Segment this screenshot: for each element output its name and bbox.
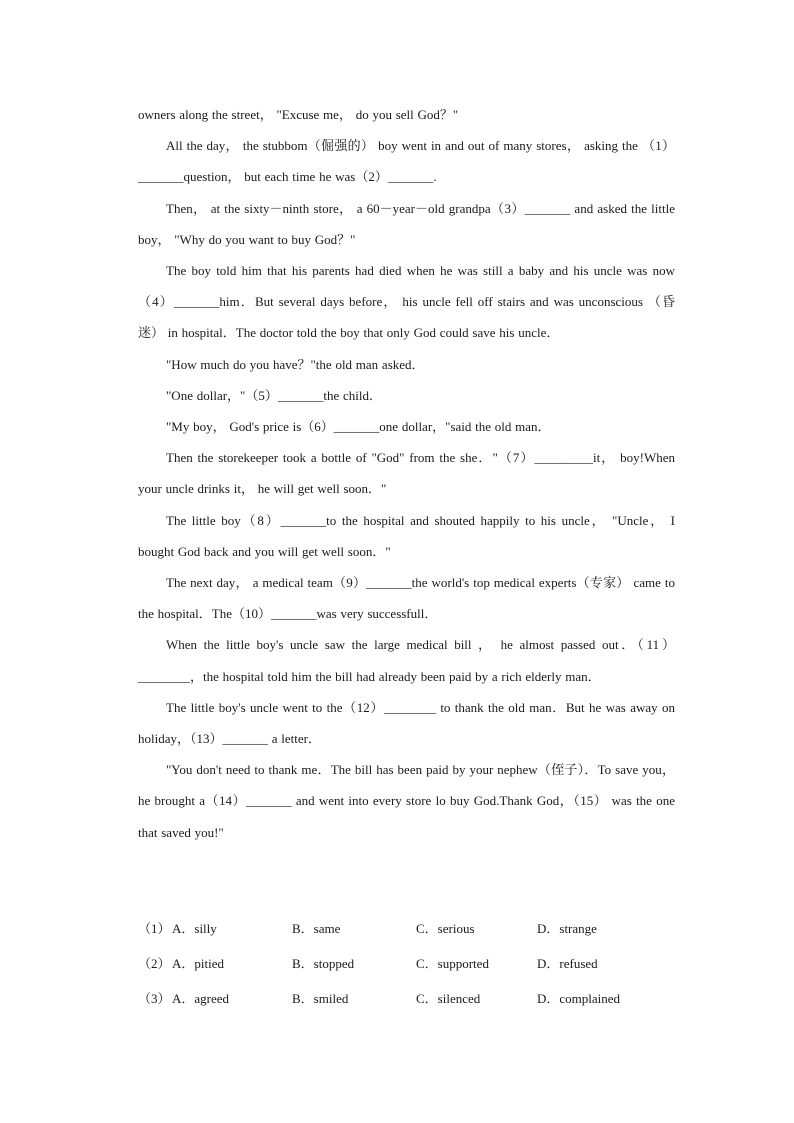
passage-paragraph: owners along the street， "Excuse me， do you sell God？" xyxy=(138,107,459,122)
option-b[interactable]: B．stopped xyxy=(292,956,355,971)
passage-paragraph: The boy told him that his parents had died when he was still a baby and his uncle was now （4）_______him．But several days before， his uncle fell off stairs and was unconscious （昏迷） in hospital．The doctor told the boy that only God could save his uncle． xyxy=(138,263,675,341)
option-a[interactable]: A．pitied xyxy=(172,956,224,971)
passage-paragraph: The next day， a medical team（9）_______the world's top medical experts（专家） came to the hospital．The（10）_______was very successfull． xyxy=(138,575,675,622)
option-c[interactable]: C．serious xyxy=(416,921,475,936)
option-row xyxy=(138,945,675,980)
option-row xyxy=(138,910,675,945)
passage-paragraph: "How much do you have？"the old man asked． xyxy=(166,356,425,372)
option-d[interactable]: D．complained xyxy=(537,991,621,1006)
passage-paragraph: "My boy， God's price is（6）_______one dollar，"said the old man． xyxy=(166,419,551,435)
passage-paragraph: When the little boy's uncle saw the large medical bill ， he almost passed out．（11）________，the hospital told him the bill had already been paid by a rich elderly man． xyxy=(138,637,675,684)
passage-paragraph: The little boy's uncle went to the（12）________ to thank the old man．But he was away on holiday，（13）_______ a letter． xyxy=(138,699,675,747)
passage-paragraph: All the day， the stubbom（倔强的） boy went in and out of many stores， asking the （1）_______question， but each time he was（2）_______. xyxy=(138,138,675,185)
option-row xyxy=(138,980,675,1015)
passage-paragraph: "One dollar，"（5）_______the child． xyxy=(166,387,382,403)
passage-paragraph: "You don't need to thank me．The bill has been paid by your nephew（侄子）．To save you， he brought a（14）_______ and went into every store lo buy God.Thank God，（15） was the one that saved you!" xyxy=(138,762,675,840)
passage-paragraph: Then the storekeeper took a bottle of "God" from the she．"（7）_________it， boy!When your uncle drinks it， he will get well soon．" xyxy=(138,450,675,497)
passage-paragraph: The little boy（8）_______to the hospital and shouted happily to his uncle， "Uncle， I bought God back and you will get well soon．" xyxy=(138,512,675,559)
option-c[interactable]: C．silenced xyxy=(416,991,481,1006)
option-a[interactable]: A．silly xyxy=(172,921,217,936)
question-number: （1） xyxy=(138,921,171,936)
option-a[interactable]: A．agreed xyxy=(172,991,230,1006)
question-number: （2） xyxy=(138,956,171,971)
question-number: （3） xyxy=(138,991,171,1006)
option-d[interactable]: D．strange xyxy=(537,921,597,936)
option-b[interactable]: B．same xyxy=(292,921,341,936)
option-c[interactable]: C．supported xyxy=(416,956,489,971)
document-page xyxy=(138,99,675,848)
answer-options xyxy=(138,910,675,1015)
passage-paragraph: Then， at the sixty－ninth store， a 60－year－old grandpa（3）_______ and asked the little boy， "Why do you want to buy God？" xyxy=(138,200,675,247)
cloze-passage xyxy=(138,99,675,848)
option-b[interactable]: B．smiled xyxy=(292,991,349,1006)
option-d[interactable]: D．refused xyxy=(537,956,598,971)
